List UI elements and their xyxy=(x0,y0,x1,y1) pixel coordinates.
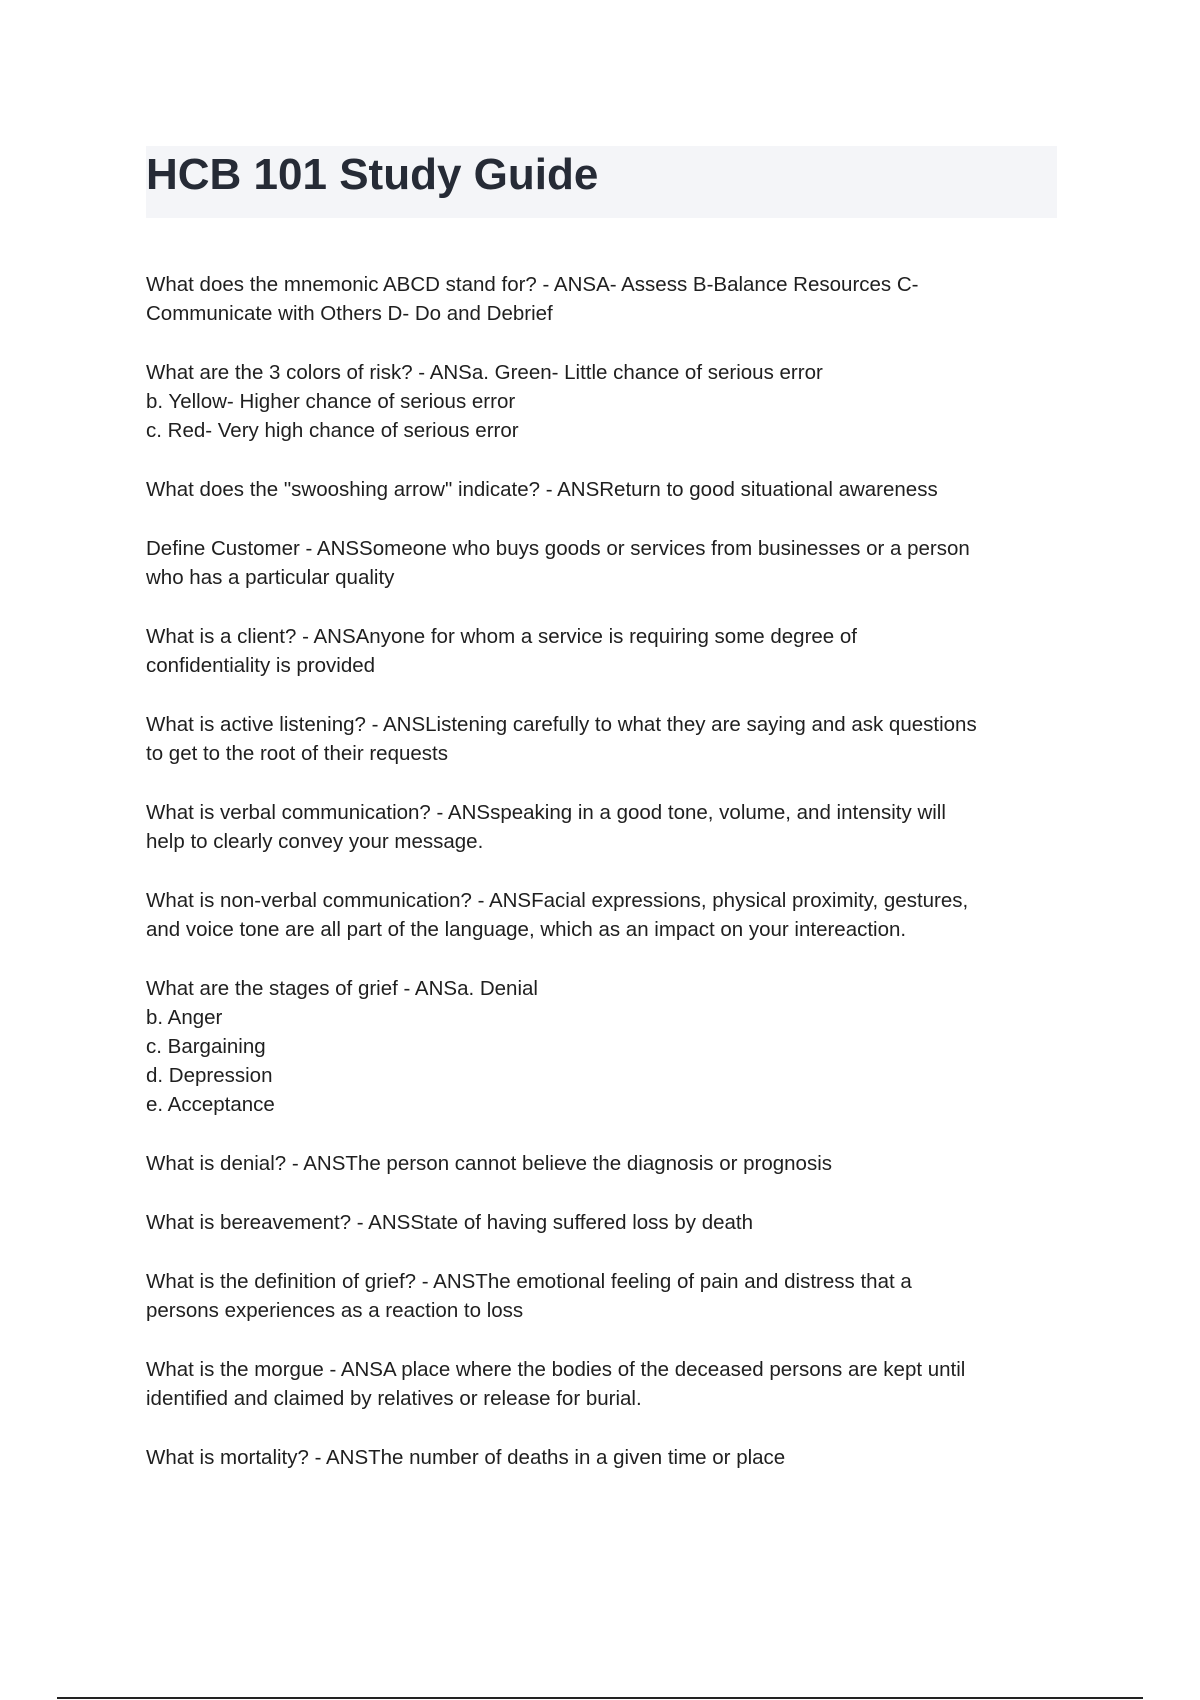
qa-text-line: What is mortality? - ANSThe number of deaths in a given time or place xyxy=(146,1446,786,1469)
qa-text-line: who has a particular quality xyxy=(146,566,395,589)
qa-text-line: What are the 3 colors of risk? - ANSa. Green- Little chance of serious error xyxy=(146,361,823,384)
qa-text-line: c. Bargaining xyxy=(146,1035,266,1058)
qa-text-line: What is bereavement? - ANSState of having suffered loss by death xyxy=(146,1211,753,1234)
qa-text-line: What is denial? - ANSThe person cannot believe the diagnosis or prognosis xyxy=(146,1152,833,1175)
qa-item xyxy=(146,270,1066,328)
qa-item xyxy=(146,1208,1066,1237)
qa-item xyxy=(146,475,1066,504)
qa-item xyxy=(146,798,1066,856)
qa-item xyxy=(146,534,1066,592)
qa-text-line: What is a client? - ANSAnyone for whom a service is requiring some degree of xyxy=(146,625,857,648)
qa-text-line: identified and claimed by relatives or release for burial. xyxy=(146,1387,642,1410)
qa-text-line: c. Red- Very high chance of serious error xyxy=(146,419,519,442)
qa-text-line: What does the "swooshing arrow" indicate? - ANSReturn to good situational awareness xyxy=(146,478,938,501)
qa-text-line: d. Depression xyxy=(146,1064,273,1087)
qa-item xyxy=(146,710,1066,768)
qa-text-line: confidentiality is provided xyxy=(146,654,376,677)
title-banner xyxy=(146,146,1057,218)
qa-item xyxy=(146,1267,1066,1325)
page-title: HCB 101 Study Guide xyxy=(146,150,599,199)
qa-item xyxy=(146,886,1066,944)
qa-item xyxy=(146,1149,1066,1178)
qa-item xyxy=(146,1355,1066,1413)
qa-text-line: What are the stages of grief - ANSa. Denial xyxy=(146,977,538,1000)
qa-text-line: What is non-verbal communication? - ANSFacial expressions, physical proximity, gestures, xyxy=(146,889,969,912)
qa-text-line: b. Anger xyxy=(146,1006,223,1029)
qa-text-line: Communicate with Others D- Do and Debrief xyxy=(146,302,553,325)
qa-text-line: What is active listening? - ANSListening carefully to what they are saying and ask questions xyxy=(146,713,977,736)
qa-text-line: What is the definition of grief? - ANSThe emotional feeling of pain and distress that a xyxy=(146,1270,912,1293)
qa-text-line: b. Yellow- Higher chance of serious error xyxy=(146,390,516,413)
qa-list xyxy=(146,270,1066,1502)
qa-item xyxy=(146,622,1066,680)
qa-text-line: to get to the root of their requests xyxy=(146,742,448,765)
qa-text-line: help to clearly convey your message. xyxy=(146,830,484,853)
qa-text-line: What does the mnemonic ABCD stand for? - ANSA- Assess B-Balance Resources C- xyxy=(146,273,919,296)
footer-divider xyxy=(57,1697,1143,1699)
qa-item xyxy=(146,974,1066,1119)
qa-text-line: What is verbal communication? - ANSspeaking in a good tone, volume, and intensity will xyxy=(146,801,946,824)
qa-text-line: What is the morgue - ANSA place where the bodies of the deceased persons are kept until xyxy=(146,1358,966,1381)
qa-text-line: e. Acceptance xyxy=(146,1093,275,1116)
qa-text-line: and voice tone are all part of the language, which as an impact on your intereaction. xyxy=(146,918,907,941)
qa-text-line: persons experiences as a reaction to loss xyxy=(146,1299,524,1322)
qa-item xyxy=(146,358,1066,445)
qa-text-line: Define Customer - ANSSomeone who buys goods or services from businesses or a person xyxy=(146,537,970,560)
qa-item xyxy=(146,1443,1066,1472)
